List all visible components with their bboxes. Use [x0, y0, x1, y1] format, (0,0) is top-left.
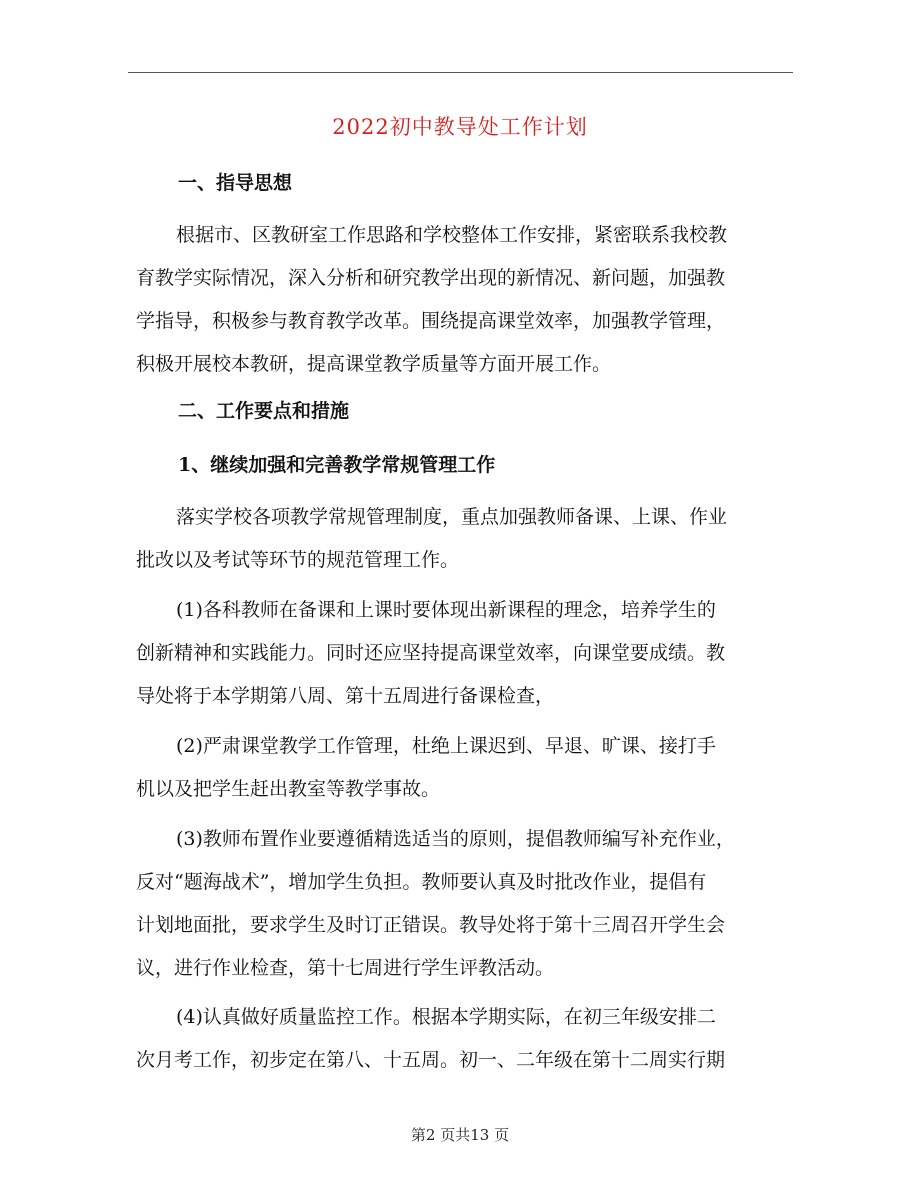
document-title: 2022初中教导处工作计划 — [332, 115, 588, 139]
paragraph-line: (3)教师布置作业要遵循精选适当的原则，提倡教师编写补充作业， — [176, 828, 735, 850]
paragraph-item-4 — [136, 996, 806, 1082]
paragraph-line: 落实学校各项教学常规管理制度，重点加强教师备课、上课、作业 — [176, 506, 728, 528]
paragraph-line: 批改以及考试等环节的规范管理工作。 — [136, 549, 460, 571]
paragraph-line: 积极开展校本教研，提高课堂教学质量等方面开展工作。 — [136, 353, 612, 375]
paragraph-routine-intro — [136, 496, 806, 582]
paragraph-line: 机以及把学生赶出教室等教学事故。 — [136, 778, 441, 800]
paragraph-line: 根据市、区教研室工作思路和学校整体工作安排，紧密联系我校教 — [176, 224, 728, 246]
paragraph-guiding-ideology — [136, 214, 806, 386]
paragraph-line: 育教学实际情况，深入分析和研究教学出现的新情况、新问题，加强教 — [136, 267, 726, 289]
paragraph-line: (4)认真做好质量监控工作。根据本学期实际，在初三年级安排二 — [176, 1006, 716, 1028]
paragraph-item-3 — [136, 818, 806, 990]
paragraph-line: 反对“题海战术”，增加学生负担。教师要认真及时批改作业，提倡有 — [136, 871, 707, 893]
top-rule — [128, 72, 793, 73]
paragraph-item-1 — [136, 589, 806, 718]
paragraph-item-2 — [136, 725, 806, 811]
heading-guiding-ideology: 一、指导思想 — [178, 172, 293, 194]
heading-work-points: 二、工作要点和措施 — [178, 400, 350, 422]
paragraph-line: 导处将于本学期第八周、第十五周进行备课检查， — [136, 685, 555, 707]
paragraph-line: (2)严肃课堂教学工作管理，杜绝上课迟到、早退、旷课、接打手 — [176, 735, 716, 757]
paragraph-line: 议，进行作业检查，第十七周进行学生评教活动。 — [136, 957, 555, 979]
paragraph-line: 计划地面批，要求学生及时订正错误。教导处将于第十三周召开学生会 — [136, 914, 726, 936]
paragraph-line: 学指导，积极参与教育教学改革。围绕提高课堂效率，加强教学管理， — [136, 310, 726, 332]
page-number-footer: 第2 页共13 页 — [410, 1126, 510, 1144]
heading-teaching-routine: 1、继续加强和完善教学常规管理工作 — [178, 454, 496, 476]
paragraph-line: 次月考工作，初步定在第八、十五周。初一、二年级在第十二周实行期 — [136, 1049, 726, 1071]
paragraph-line: 创新精神和实践能力。同时还应坚持提高课堂效率，向课堂要成绩。教 — [136, 642, 726, 664]
paragraph-line: (1)各科教师在备课和上课时要体现出新课程的理念，培养学生的 — [176, 599, 716, 621]
